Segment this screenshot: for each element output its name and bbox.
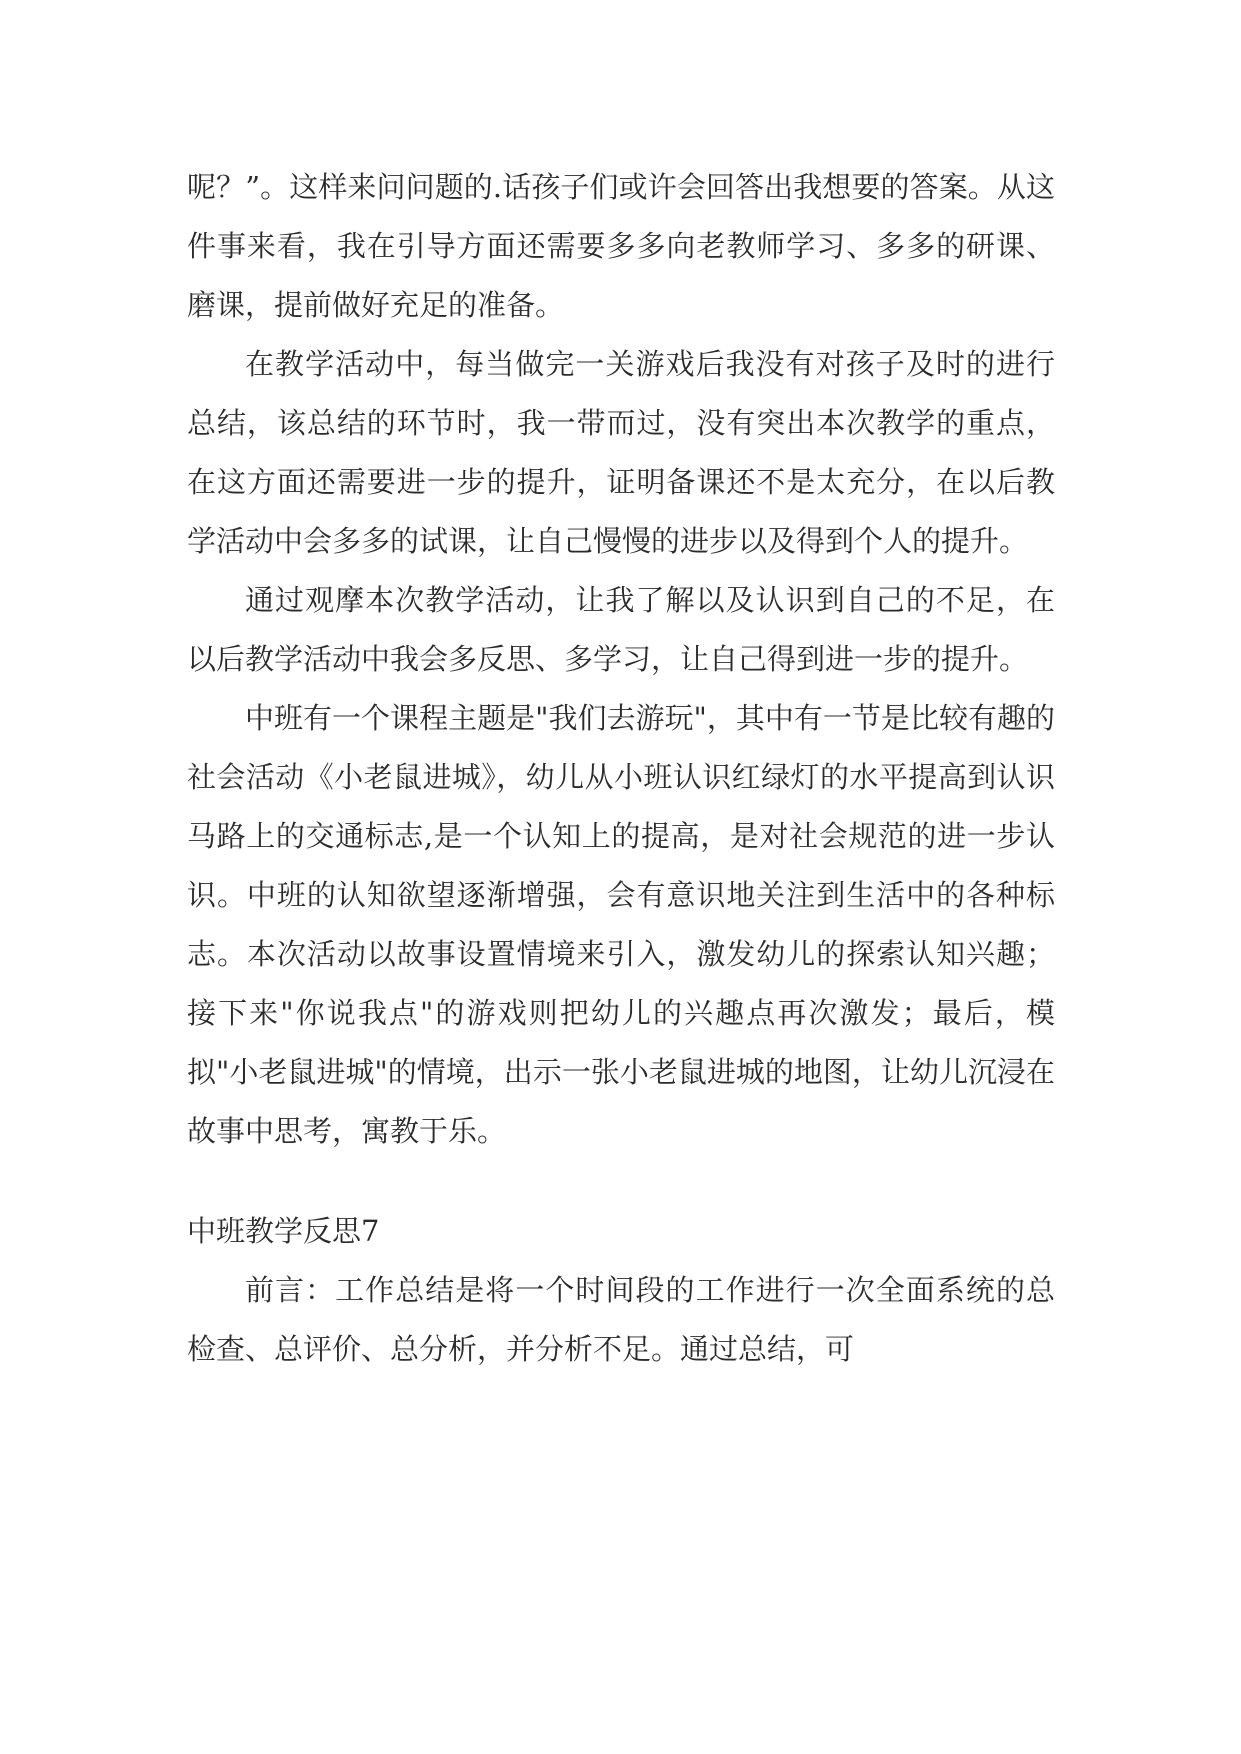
- paragraph-continued: 呢？”。这样来问问题的.话孩子们或许会回答出我想要的答案。从这件事来看，我在引导方面还需要多多向老教师学习、多多的研课、磨课，提前做好充足的准备。: [187, 170, 1055, 322]
- section-heading: 中班教学反思7: [187, 1214, 380, 1248]
- paragraph: 通过观摩本次教学活动，让我了解以及认识到自己的不足，在以后教学活动中我会多反思、多学习，让自己得到进一步的提升。: [187, 583, 1055, 676]
- paragraph: 前言：工作总结是将一个时间段的工作进行一次全面系统的总检查、总评价、总分析，并分析不足。通过总结，可: [187, 1273, 1055, 1366]
- document-body: [187, 158, 1055, 1379]
- paragraph: 中班有一个课程主题是"我们去游玩"，其中有一节是比较有趣的社会活动《小老鼠进城》，幼儿从小班认识红绿灯的水平提高到认识马路上的交通标志,是一个认知上的提高，是对社会规范的进一步认识。中班的认知欲望逐渐增强，会有意识地关注到生活中的各种标志。本次活动以故事设置情境来引入，激发幼儿的探索认知兴趣；接下来"你说我点"的游戏则把幼儿的兴趣点再次激发；最后，模拟"小老鼠进城"的情境，出示一张小老鼠进城的地图，让幼儿沉浸在故事中思考，寓教于乐。: [187, 701, 1055, 1148]
- paragraph: 在教学活动中，每当做完一关游戏后我没有对孩子及时的进行总结，该总结的环节时，我一带而过，没有突出本次教学的重点，在这方面还需要进一步的提升，证明备课还不是太充分，在以后教学活动中会多多的试课，让自己慢慢的进步以及得到个人的提升。: [187, 347, 1055, 558]
